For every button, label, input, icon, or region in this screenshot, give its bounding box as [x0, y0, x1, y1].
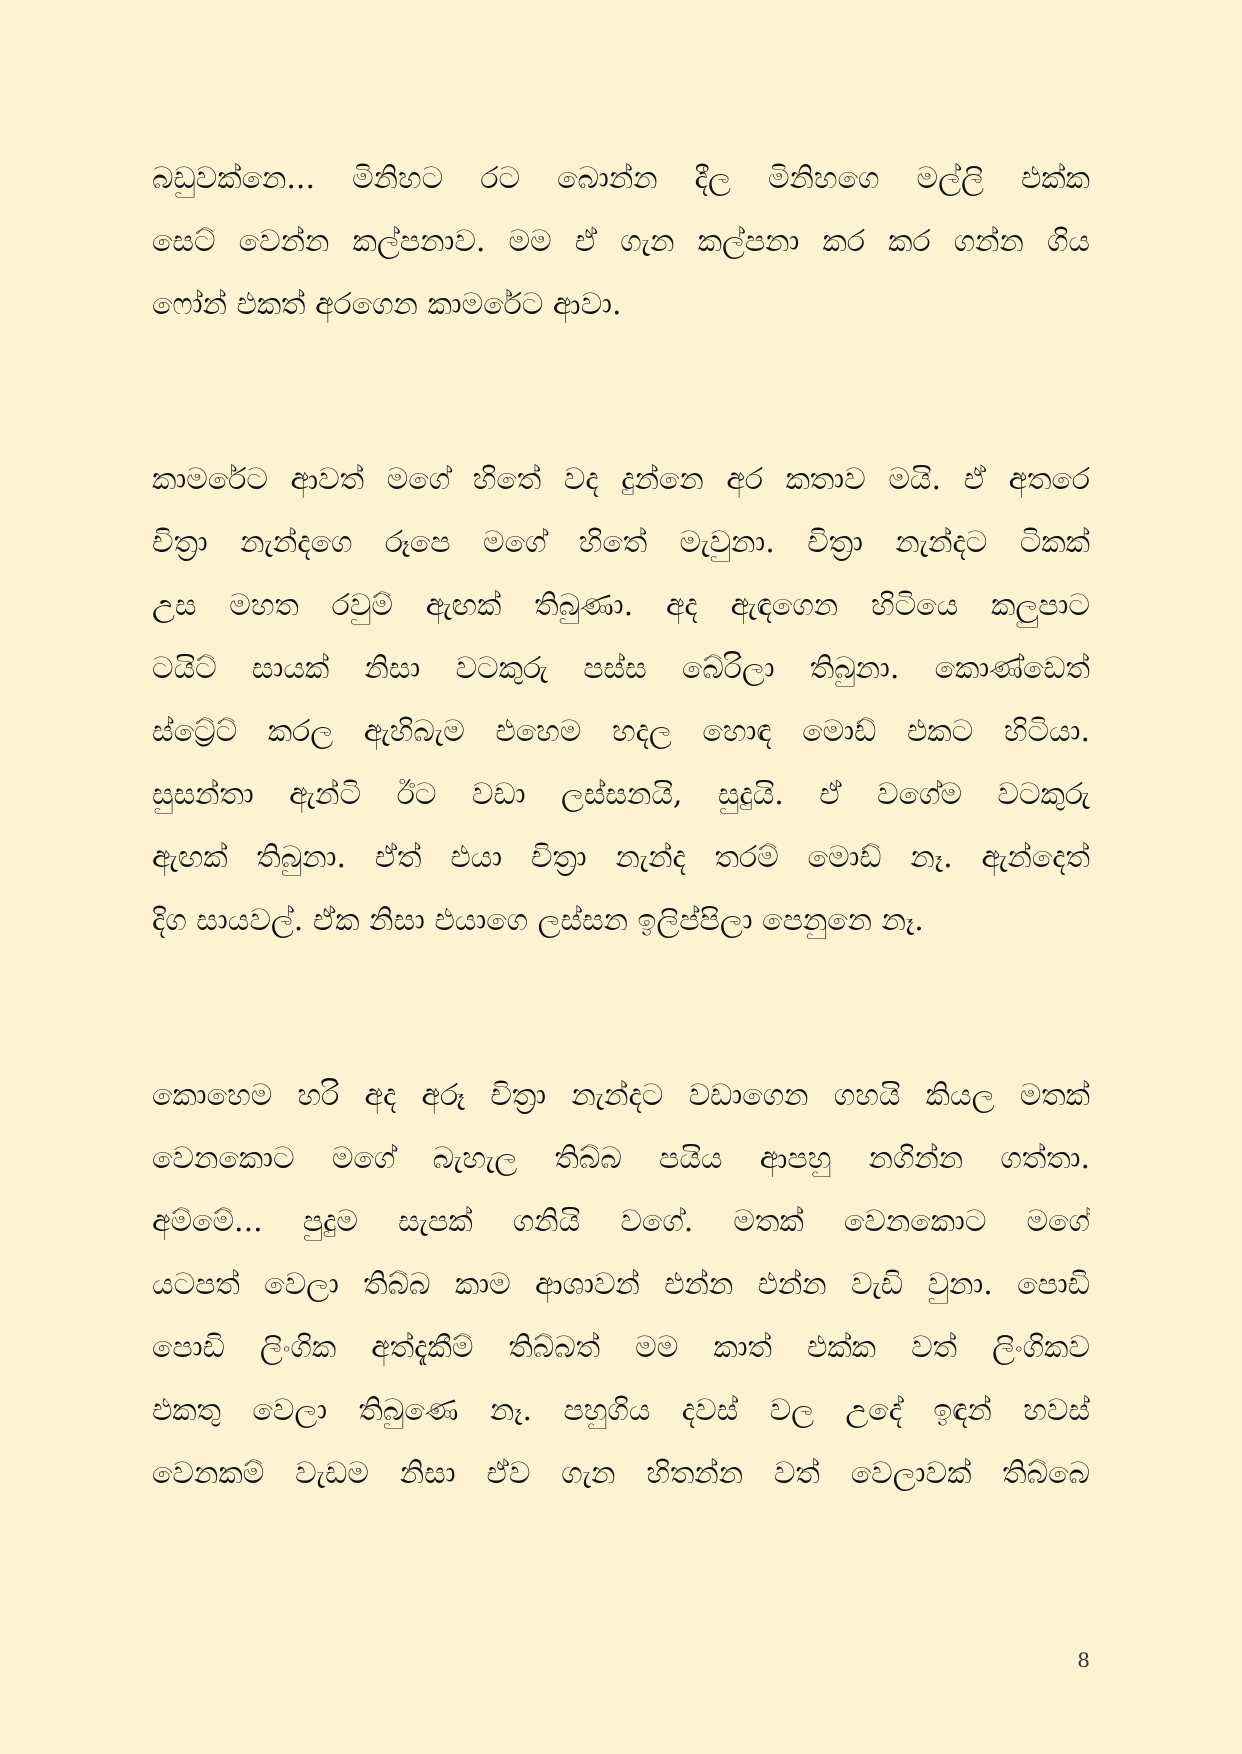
paragraph-3: [152, 1064, 1090, 1505]
text-line: උස මහත රවුම් ඇඟක් තිබුණා. අද ඇඳගෙන හිටියෙ කලුපාට: [152, 588, 1090, 623]
paragraph-1: [152, 147, 1090, 336]
text-line: කාමරේට ආවත් මගේ හිතේ වද දුන්නෙ අර කතාව මයි. ඒ අතරෙ: [152, 462, 1090, 497]
text-line: චිත්‍රා නැන්දගෙ රූපෙ මගේ හිතේ මැවුනා. චිත්‍රා නැන්දට ටිකක්: [152, 525, 1090, 560]
text-line: බඩුවක්නෙ... මිනිහට රට බොන්න දීල මිනිහගෙ මල්ලි එක්ක: [152, 161, 1090, 196]
text-line: පොඩි ලිංගික අත්දැකීම් තිබ්බත් මම කාත් එක්ක වත් ලිංගිකව: [152, 1330, 1090, 1365]
text-line: යටපත් වෙලා තිබ්බ කාම ආශාවන් එන්න එන්න වැඩි වුනා. පොඩි: [152, 1267, 1090, 1302]
text-line: සුසන්තා ඇන්ටි ඊට වඩා ලස්සනයි, සුදුයි. ඒ වගේම වටකුරු: [152, 777, 1090, 812]
paragraph-gap: [152, 952, 1090, 1064]
text-line: දිග සායවල්. ඒක නිසා එයාගෙ ලස්සන ඉලිප්පිලා පෙනුනෙ නෑ.: [152, 903, 924, 938]
paragraph-gap: [152, 336, 1090, 448]
text-line: වෙනකම් වැඩම නිසා ඒව ගැන හිතන්න වත් වෙලාවක් තිබ්බෙ: [152, 1456, 1090, 1491]
paragraph-2: [152, 448, 1090, 952]
page-number: 8: [1077, 1648, 1090, 1672]
text-line: සෙට් වෙන්න කල්පනාව. මම ඒ ගැන කල්පනා කර කර ගන්න ගිය: [152, 224, 1090, 259]
text-line: ටයිට් සායක් නිසා වටකුරු පස්ස බේරිලා තිබුනා. කොණ්ඩෙත්: [152, 651, 1090, 686]
text-line: ෆෝන් එකත් අරගෙන කාමරේට ආවා.: [152, 287, 622, 322]
text-line: කොහෙම හරි අද අරූ චිත්‍රා නැන්දට වඩාගෙන ගහයි කියල මතක්: [152, 1078, 1090, 1113]
text-line: අම්මේ... පුදුම සැපක් ගනියි වගේ. මතක් වෙනකොට මගේ: [152, 1204, 1090, 1239]
text-line: එකතු වෙලා තිබුණෙ නෑ. පහුගිය දවස් වල උදේ ඉඳන් හවස්: [152, 1393, 1090, 1428]
text-line: ඇඟක් තිබුනා. ඒත් එයා චිත්‍රා නැන්ද තරම් මොඩ් නෑ. ඇන්දෙත්: [152, 840, 1090, 875]
page-body: [152, 147, 1090, 1505]
text-line: වෙනකොට මගේ බැහැල තිබ්බ පයිය ආපහු නගින්න ගත්තා.: [152, 1141, 1090, 1176]
text-line: ස්ට්‍රේට් කරල ඇහිබැම එහෙම හදල හොඳ මොඩ් එකට හිටියා.: [152, 714, 1090, 749]
